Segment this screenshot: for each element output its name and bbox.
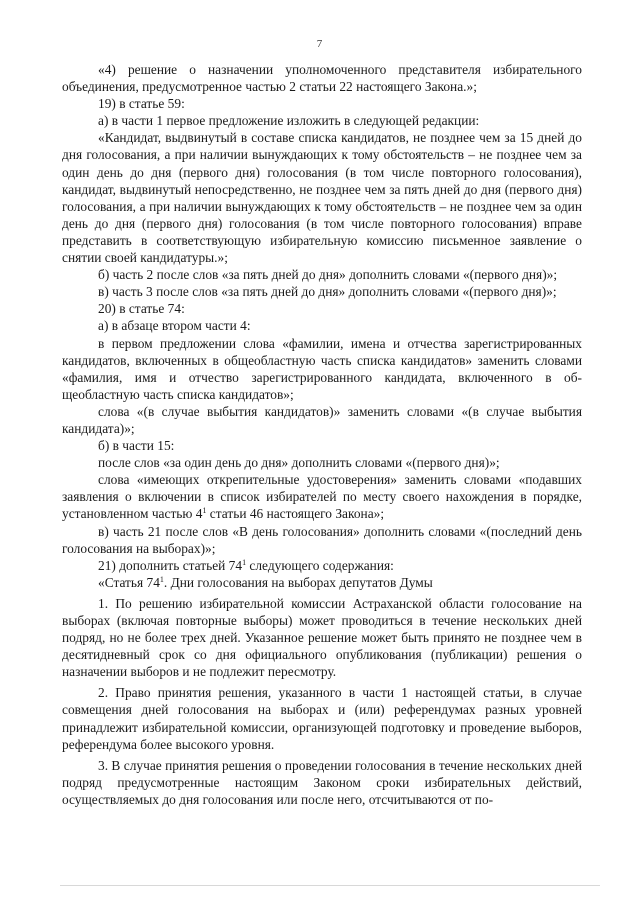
paragraph: б) в части 15: [98,438,175,454]
superscript-index: 1 [242,557,247,567]
paragraph: б) часть 2 после слов «за пять дней до дня» дополнить словами «(первого дня)»; [98,267,558,283]
superscript-index: 1 [159,574,164,584]
paragraph: «Кандидат, выдвинутый в составе списка кандидатов, не позднее чем за 15 дней до дня голосования, а при наличии вынуждающих к тому обстоятельств – не позднее чем за один день до дня (первого дня) голосования (в том числе повторного голосования), кандидат, выдвинутый непосредственно, не позднее чем за пять дней до дня (первого дня) голосования, а при наличии вынуждающих к тому обстоятельств – не позднее чем за один день до дня (первого дня) голосования (в том числе повторного голосования) вправе представить в соответствующую избирательную комиссию письменное заявление о снятии своей кандидатуры.»; [62,130,582,266]
paragraph [62,557,582,574]
document-body [62,61,582,808]
superscript-index: 1 [202,506,207,516]
paragraph-text: «Статья 74 [98,574,160,590]
paragraph: 2. Право принятия решения, указанного в части 1 настоящей статьи, в случае совмещения дней голосования на выборах и (или) референдумах разных уровней принадлежит избирательной комиссии, организующей подготовку и проведение выборов, референдума более высокого уровня. [62,685,582,752]
article-heading [62,574,582,591]
paragraph: в) часть 21 после слов «В день голосования» дополнить словами «(последний день голосования на выборах)»; [62,523,582,556]
paragraph: слова «(в случае выбытия кандидатов)» заменить словами «(в случае выбытия кандидата)»; [62,403,582,436]
paragraph: 1. По решению избирательной комиссии Астраханской области голосование на выборах (включая повторные выборы) может проводиться в течение нескольких дней подряд, но не более трех дней. Указанное решение может быть принято не позднее чем в десятидневный срок со дня официального опубликования (публикации) решения о назначении выборов и не подлежит пересмотру. [62,595,582,680]
paragraph [62,471,582,522]
paragraph-text: . Дни голосования на выборах депутатов Думы [163,574,433,590]
paragraph: в) часть 3 после слов «за пять дней до дня» дополнить словами «(первого дня)»; [98,284,557,300]
paragraph: после слов «за один день до дня» дополнить словами «(первого дня)»; [98,455,500,471]
paragraph-text: статьи 46 настоящего Закона»; [206,506,385,522]
page-number: 7 [316,38,323,50]
paragraph: «4) решение о назначении уполномоченного представителя избирательного объединения, предусмотренное частью 2 статьи 22 настоящего Закона.»; [62,62,582,95]
paragraph-text: следующего содержания: [246,557,394,573]
paragraph-text: слова «имеющих открепительные удостоверения» заменить словами «подавших заявления о включении в список избирателей по месту своего нахождения в порядке, установленном частью 4 [62,472,582,522]
paragraph: 19) в статье 59: [98,96,185,112]
paragraph: 3. В случае принятия решения о проведении голосования в течение нескольких дней подряд предусмотренные настоящим Законом сроки избирательных действий, осуществляемых до дня голосования или после него, отсчитываются от по- [62,757,582,807]
paragraph-text: 21) дополнить статьей 74 [98,557,243,573]
paragraph: 20) в статье 74: [98,301,185,317]
paragraph: а) в абзаце втором части 4: [98,318,251,334]
scan-edge-divider [60,885,600,886]
paragraph: в первом предложении слова «фамилии, имена и отчества зарегистрированных кандидатов, включенных в общеобластную часть списка кандидатов» заменить словами «фамилия, имя и отчество зарегистрированного кандидата, включенного в общеобластную часть списка кандидатов»; [62,335,582,402]
paragraph: а) в части 1 первое предложение изложить в следующей редакции: [98,113,480,129]
